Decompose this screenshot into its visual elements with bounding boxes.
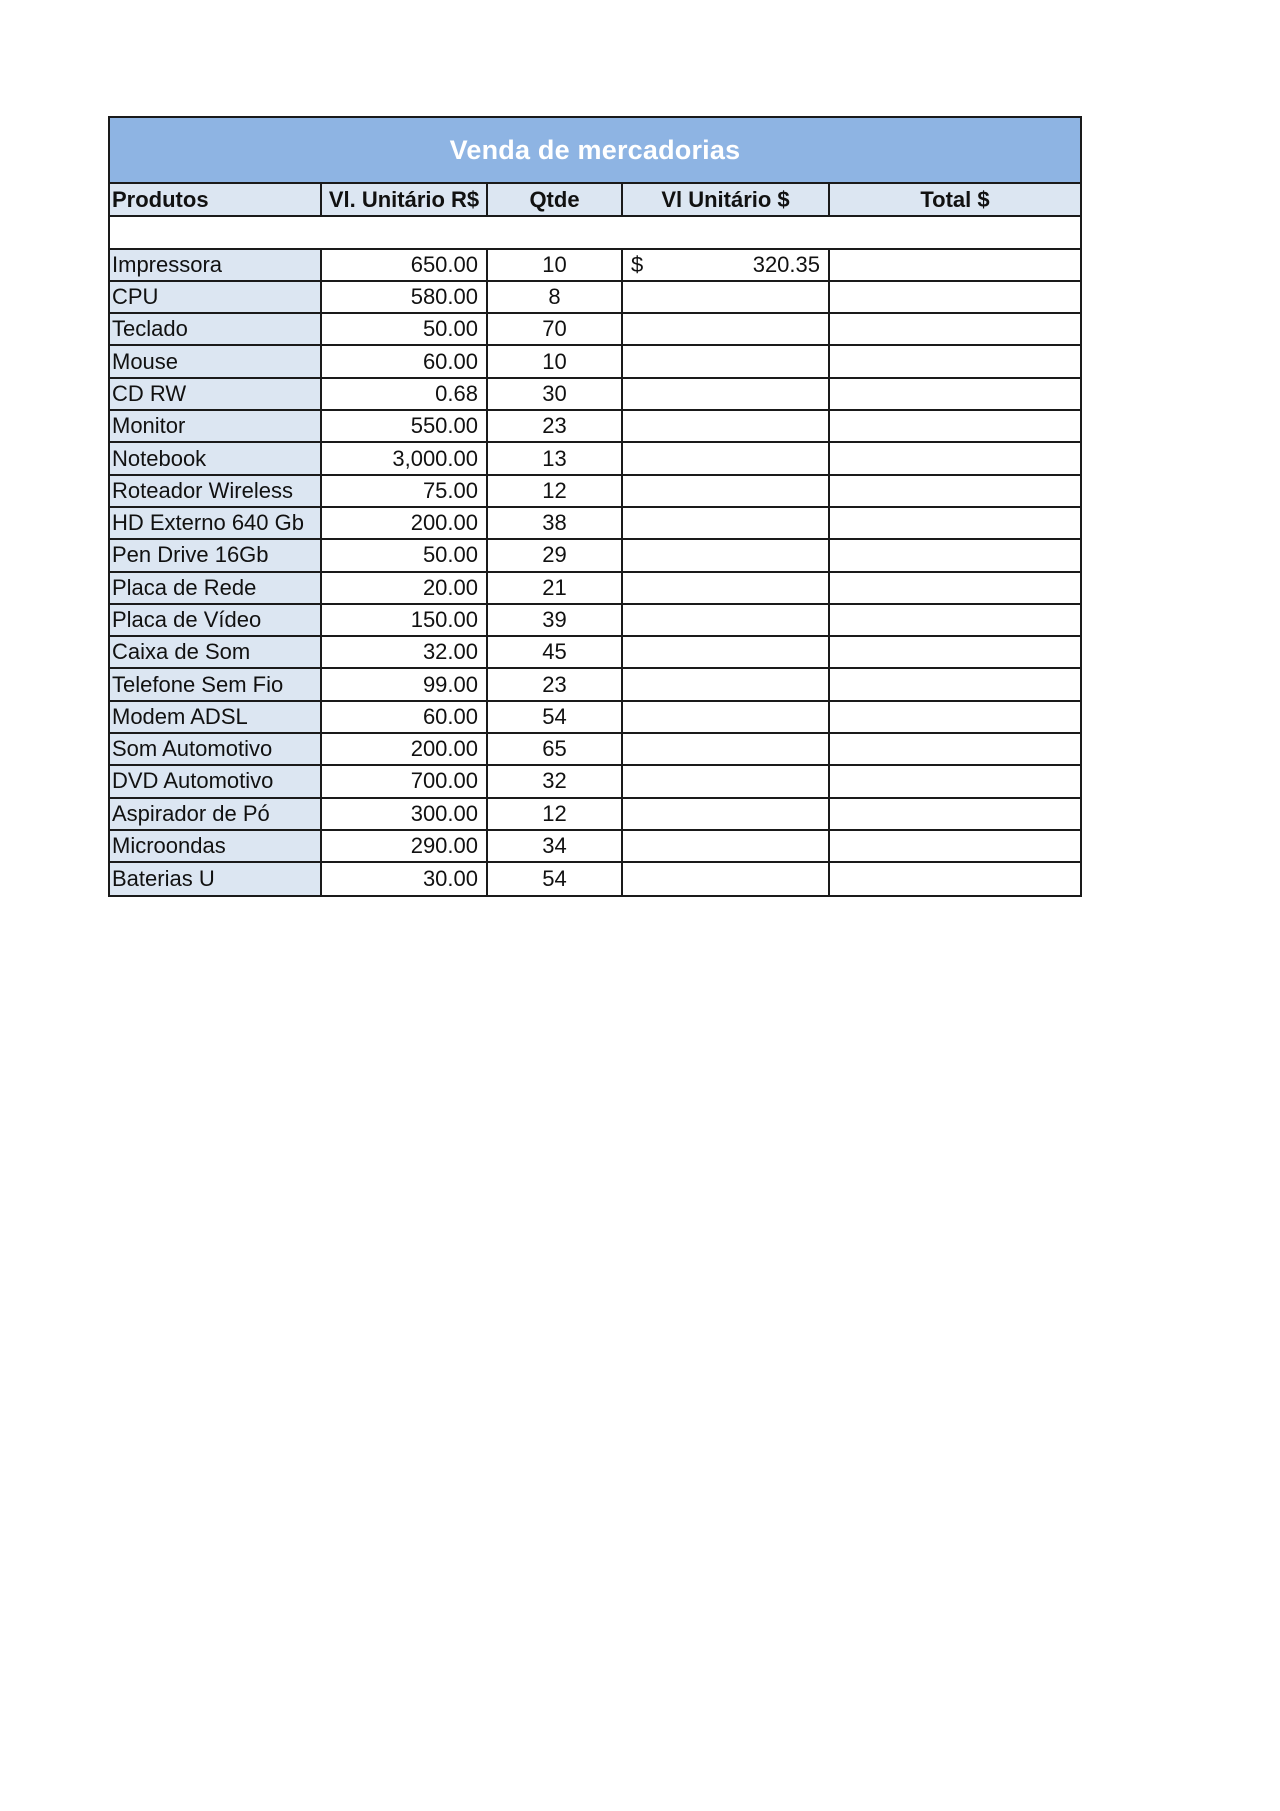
blank-cell[interactable]: [487, 216, 622, 248]
cell-vl-unitario-usd[interactable]: [622, 572, 829, 604]
cell-vl-unitario-rs[interactable]: 700.00: [321, 765, 487, 797]
table-row: [110, 604, 1080, 636]
cell-produto[interactable]: CPU: [110, 281, 321, 313]
cell-vl-unitario-usd[interactable]: [622, 636, 829, 668]
cell-produto[interactable]: Baterias U: [110, 862, 321, 894]
cell-vl-unitario-rs[interactable]: 150.00: [321, 604, 487, 636]
cell-qtde[interactable]: 13: [487, 442, 622, 474]
cell-produto[interactable]: Caixa de Som: [110, 636, 321, 668]
cell-produto[interactable]: Impressora: [110, 249, 321, 281]
header-vl-unitario-usd[interactable]: Vl Unitário $: [622, 184, 829, 216]
cell-qtde[interactable]: 30: [487, 378, 622, 410]
cell-vl-unitario-usd[interactable]: [622, 442, 829, 474]
cell-produto[interactable]: Mouse: [110, 345, 321, 377]
cell-vl-unitario-rs[interactable]: 0.68: [321, 378, 487, 410]
cell-vl-unitario-rs[interactable]: 30.00: [321, 862, 487, 894]
blank-cell[interactable]: [829, 216, 1080, 248]
cell-vl-unitario-rs[interactable]: 580.00: [321, 281, 487, 313]
cell-qtde[interactable]: 38: [487, 507, 622, 539]
table-header: [110, 184, 1080, 216]
cell-vl-unitario-usd[interactable]: [622, 701, 829, 733]
cell-qtde[interactable]: 54: [487, 862, 622, 894]
cell-produto[interactable]: HD Externo 640 Gb: [110, 507, 321, 539]
table-row: [110, 313, 1080, 345]
cell-vl-unitario-usd[interactable]: [622, 345, 829, 377]
table-row: [110, 862, 1080, 894]
cell-produto[interactable]: Placa de Vídeo: [110, 604, 321, 636]
cell-qtde[interactable]: 10: [487, 345, 622, 377]
table-row: [110, 475, 1080, 507]
cell-vl-unitario-usd[interactable]: [622, 249, 829, 281]
cell-total-usd[interactable]: [829, 701, 1080, 733]
cell-produto[interactable]: Teclado: [110, 313, 321, 345]
cell-vl-unitario-rs[interactable]: 550.00: [321, 410, 487, 442]
cell-vl-unitario-usd[interactable]: [622, 830, 829, 862]
cell-vl-unitario-usd[interactable]: [622, 410, 829, 442]
table-row: [110, 733, 1080, 765]
cell-vl-unitario-rs[interactable]: 32.00: [321, 636, 487, 668]
cell-total-usd[interactable]: [829, 765, 1080, 797]
table-row: [110, 442, 1080, 474]
table-row: [110, 572, 1080, 604]
table-row: [110, 345, 1080, 377]
cell-qtde[interactable]: 10: [487, 249, 622, 281]
header-vl-unitario-rs[interactable]: Vl. Unitário R$: [321, 184, 487, 216]
table-row: [110, 830, 1080, 862]
cell-total-usd[interactable]: [829, 475, 1080, 507]
blank-cell[interactable]: [321, 216, 487, 248]
cell-vl-unitario-usd[interactable]: [622, 733, 829, 765]
cell-produto[interactable]: Telefone Sem Fio: [110, 668, 321, 700]
cell-qtde[interactable]: 70: [487, 313, 622, 345]
cell-vl-unitario-usd[interactable]: [622, 507, 829, 539]
cell-total-usd[interactable]: [829, 345, 1080, 377]
cell-total-usd[interactable]: [829, 862, 1080, 894]
cell-produto[interactable]: Aspirador de Pó: [110, 798, 321, 830]
cell-vl-unitario-usd[interactable]: [622, 668, 829, 700]
blank-row: [110, 216, 1080, 248]
table-row: [110, 281, 1080, 313]
cell-produto[interactable]: Microondas: [110, 830, 321, 862]
cell-vl-unitario-usd[interactable]: [622, 281, 829, 313]
cell-produto[interactable]: Som Automotivo: [110, 733, 321, 765]
cell-qtde[interactable]: 29: [487, 539, 622, 571]
cell-vl-unitario-usd[interactable]: [622, 862, 829, 894]
cell-produto[interactable]: Placa de Rede: [110, 572, 321, 604]
cell-vl-unitario-rs[interactable]: 60.00: [321, 701, 487, 733]
cell-total-usd[interactable]: [829, 313, 1080, 345]
cell-total-usd[interactable]: [829, 378, 1080, 410]
cell-qtde[interactable]: 32: [487, 765, 622, 797]
cell-qtde[interactable]: 23: [487, 410, 622, 442]
cell-vl-unitario-rs[interactable]: 300.00: [321, 798, 487, 830]
cell-vl-unitario-rs[interactable]: 99.00: [321, 668, 487, 700]
cell-total-usd[interactable]: [829, 572, 1080, 604]
sales-table: [110, 184, 1080, 895]
cell-produto[interactable]: Monitor: [110, 410, 321, 442]
cell-vl-unitario-usd[interactable]: [622, 539, 829, 571]
table-row: [110, 765, 1080, 797]
header-qtde[interactable]: Qtde: [487, 184, 622, 216]
cell-vl-unitario-rs[interactable]: 3,000.00: [321, 442, 487, 474]
cell-total-usd[interactable]: [829, 798, 1080, 830]
currency-symbol: $: [631, 251, 644, 277]
cell-produto[interactable]: Pen Drive 16Gb: [110, 539, 321, 571]
cell-qtde[interactable]: 21: [487, 572, 622, 604]
cell-qtde[interactable]: 39: [487, 604, 622, 636]
table-row: [110, 701, 1080, 733]
cell-vl-unitario-rs[interactable]: 290.00: [321, 830, 487, 862]
cell-total-usd[interactable]: [829, 442, 1080, 474]
cell-vl-unitario-usd[interactable]: [622, 765, 829, 797]
cell-vl-unitario-rs[interactable]: 50.00: [321, 313, 487, 345]
cell-total-usd[interactable]: [829, 604, 1080, 636]
cell-vl-unitario-rs[interactable]: 60.00: [321, 345, 487, 377]
blank-cell[interactable]: [110, 216, 321, 248]
cell-qtde[interactable]: 8: [487, 281, 622, 313]
table-row: [110, 668, 1080, 700]
table-row: [110, 539, 1080, 571]
usd-value: 320.35: [752, 251, 820, 277]
cell-vl-unitario-usd[interactable]: [622, 313, 829, 345]
cell-produto[interactable]: Modem ADSL: [110, 701, 321, 733]
cell-total-usd[interactable]: [829, 249, 1080, 281]
cell-produto[interactable]: CD RW: [110, 378, 321, 410]
cell-vl-unitario-usd[interactable]: [622, 604, 829, 636]
table-row: [110, 636, 1080, 668]
cell-total-usd[interactable]: [829, 830, 1080, 862]
table-row: [110, 798, 1080, 830]
cell-vl-unitario-rs[interactable]: 200.00: [321, 507, 487, 539]
cell-total-usd[interactable]: [829, 636, 1080, 668]
cell-qtde[interactable]: 12: [487, 475, 622, 507]
table-row: [110, 378, 1080, 410]
cell-qtde[interactable]: 23: [487, 668, 622, 700]
cell-qtde[interactable]: 54: [487, 701, 622, 733]
table-row: [110, 410, 1080, 442]
cell-vl-unitario-rs[interactable]: 20.00: [321, 572, 487, 604]
spreadsheet-table: [108, 116, 1082, 897]
cell-total-usd[interactable]: [829, 507, 1080, 539]
cell-qtde[interactable]: 65: [487, 733, 622, 765]
cell-vl-unitario-usd[interactable]: [622, 798, 829, 830]
table-body: [110, 216, 1080, 894]
cell-vl-unitario-rs[interactable]: 75.00: [321, 475, 487, 507]
header-produtos[interactable]: Produtos: [110, 184, 321, 216]
header-row: [110, 184, 1080, 216]
cell-produto[interactable]: Roteador Wireless: [110, 475, 321, 507]
table-title: Venda de mercadorias: [110, 118, 1080, 184]
cell-vl-unitario-usd[interactable]: [622, 475, 829, 507]
blank-cell[interactable]: [622, 216, 829, 248]
table-row: [110, 507, 1080, 539]
cell-qtde[interactable]: 12: [487, 798, 622, 830]
cell-total-usd[interactable]: [829, 539, 1080, 571]
cell-total-usd[interactable]: [829, 733, 1080, 765]
cell-qtde[interactable]: 45: [487, 636, 622, 668]
cell-total-usd[interactable]: [829, 410, 1080, 442]
cell-produto[interactable]: DVD Automotivo: [110, 765, 321, 797]
cell-vl-unitario-rs[interactable]: 200.00: [321, 733, 487, 765]
cell-vl-unitario-usd[interactable]: [622, 378, 829, 410]
cell-vl-unitario-rs[interactable]: 50.00: [321, 539, 487, 571]
cell-total-usd[interactable]: [829, 281, 1080, 313]
table-row: [110, 249, 1080, 281]
cell-produto[interactable]: Notebook: [110, 442, 321, 474]
cell-vl-unitario-rs[interactable]: 650.00: [321, 249, 487, 281]
header-total-usd[interactable]: Total $: [829, 184, 1080, 216]
cell-total-usd[interactable]: [829, 668, 1080, 700]
cell-qtde[interactable]: 34: [487, 830, 622, 862]
